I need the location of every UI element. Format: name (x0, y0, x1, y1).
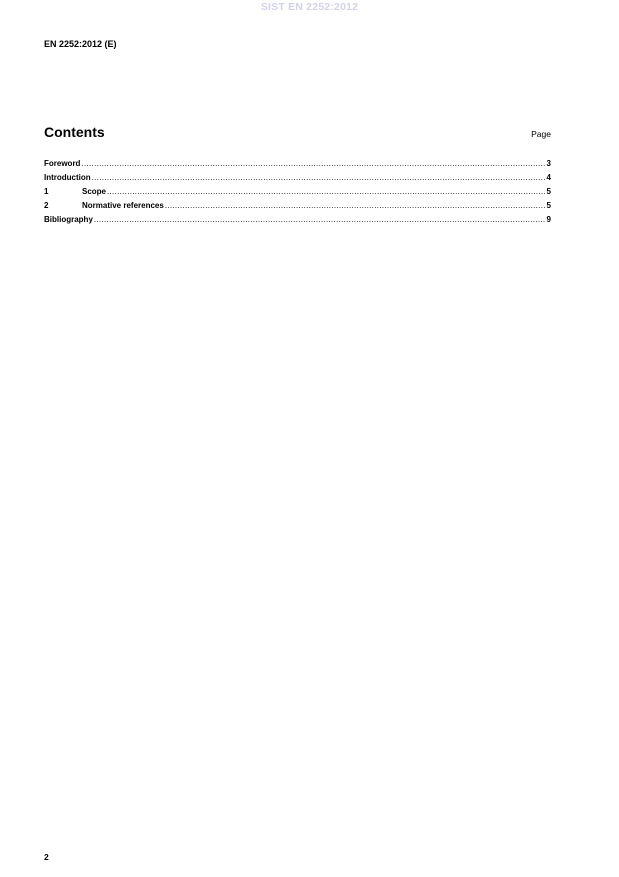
toc-entry-page: 3 (546, 159, 551, 168)
toc-entry-title: Introduction (44, 173, 91, 182)
toc-entry-bibliography[interactable] (44, 213, 551, 227)
toc-entry-foreword[interactable] (44, 157, 551, 171)
contents-header (44, 124, 551, 140)
toc-entry-normative-references[interactable] (44, 199, 551, 213)
toc-leader-dots (165, 199, 546, 213)
toc-entry-page: 9 (546, 215, 551, 224)
toc-entry-scope[interactable] (44, 185, 551, 199)
contents-title: Contents (44, 124, 105, 140)
toc-entry-page: 5 (546, 201, 551, 210)
toc-entry-title: Scope (82, 187, 107, 196)
toc-entry-number: 2 (44, 201, 49, 210)
toc-entry-page: 4 (546, 173, 551, 182)
toc-entry-number: 1 (44, 187, 49, 196)
document-id: EN 2252:2012 (E) (44, 39, 117, 49)
toc-leader-dots (92, 171, 546, 185)
page-number: 2 (44, 852, 49, 862)
toc-entry-title: Normative references (82, 201, 164, 210)
toc-leader-dots (81, 157, 545, 171)
toc-leader-dots (107, 185, 546, 199)
page-column-label: Page (531, 129, 551, 139)
watermark: SIST EN 2252:2012 (260, 1, 359, 13)
toc-entry-introduction[interactable] (44, 171, 551, 185)
toc-entry-page: 5 (546, 187, 551, 196)
toc-entry-title: Foreword (44, 159, 81, 168)
toc-entry-title: Bibliography (44, 215, 93, 224)
toc-leader-dots (94, 213, 546, 227)
table-of-contents (44, 157, 551, 227)
